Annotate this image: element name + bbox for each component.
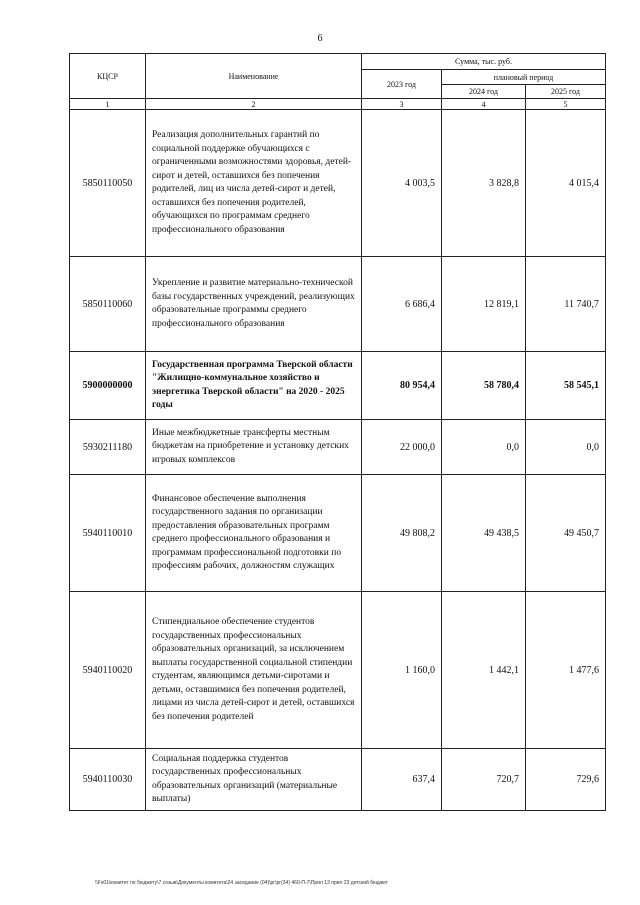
column-index: 5 <box>526 99 606 110</box>
table-row <box>70 592 606 749</box>
row-value-2023: 49 808,2 <box>362 475 442 592</box>
column-index-row <box>70 99 606 110</box>
table-row <box>70 110 606 257</box>
page-number: 6 <box>317 33 323 44</box>
row-value-2024: 12 819,1 <box>442 257 526 352</box>
row-value-2025: 0,0 <box>526 420 606 475</box>
row-value-2024: 49 438,5 <box>442 475 526 592</box>
row-name: Укрепление и развитие материально-технической базы государственных учреждений, реализующих образовательные программы среднего профессионального образования <box>146 257 362 352</box>
column-index: 3 <box>362 99 442 110</box>
budget-table <box>69 53 606 811</box>
table-row <box>70 420 606 475</box>
table-row <box>70 749 606 811</box>
row-code: 5850110050 <box>70 110 146 257</box>
row-name: Финансовое обеспечение выполнения государственного задания по организации предоставления образовательных программ среднего профессионального образования и программам профессиональной подготовки по профессиям рабочих, должностям служащих <box>146 475 362 592</box>
row-code: 5850110060 <box>70 257 146 352</box>
row-code: 5940110010 <box>70 475 146 592</box>
row-value-2023: 1 160,0 <box>362 592 442 749</box>
header-planned-period: плановый период <box>442 70 606 85</box>
header-year-2024: 2024 год <box>442 85 526 99</box>
table-row <box>70 475 606 592</box>
table-row <box>70 257 606 352</box>
table-row <box>70 352 606 420</box>
row-name: Реализация дополнительных гарантий по социальной поддержке обучающихся с ограниченными возможностями здоровья, детей-сирот и детей, оставшихся без попечения родителей, лиц из числа детей-сирот и детей, оставшихся без попечения родителей, обучающихся по программам среднего профессионального образования <box>146 110 362 257</box>
row-value-2025: 1 477,6 <box>526 592 606 749</box>
row-value-2024: 3 828,8 <box>442 110 526 257</box>
row-value-2024: 720,7 <box>442 749 526 811</box>
row-name: Государственная программа Тверской области "Жилищно-коммунальное хозяйство и энергетика Тверской области" на 2020 - 2025 годы <box>146 352 362 420</box>
column-index: 2 <box>146 99 362 110</box>
row-value-2025: 11 740,7 <box>526 257 606 352</box>
row-value-2025: 4 015,4 <box>526 110 606 257</box>
row-value-2024: 58 780,4 <box>442 352 526 420</box>
header-year-2025: 2025 год <box>526 85 606 99</box>
header-sum: Сумма, тыс. руб. <box>362 54 606 70</box>
row-name: Иные межбюджетные трансферты местным бюджетам на приобретение и установку детских игровых комплексов <box>146 420 362 475</box>
row-code: 5940110030 <box>70 749 146 811</box>
footer-file-path: \\Fs01\комитет по бюджету\7 созыв\Документы комитета\24 заседание (04)\рг\рг(34) 460-П-7\Прил 13 прил 23 детский бюджет <box>95 880 388 886</box>
row-value-2023: 637,4 <box>362 749 442 811</box>
row-value-2023: 80 954,4 <box>362 352 442 420</box>
header-name: Наименование <box>146 54 362 99</box>
row-value-2024: 1 442,1 <box>442 592 526 749</box>
column-index: 1 <box>70 99 146 110</box>
row-code: 5930211180 <box>70 420 146 475</box>
header-year-2023: 2023 год <box>362 70 442 99</box>
row-value-2023: 22 000,0 <box>362 420 442 475</box>
row-value-2025: 58 545,1 <box>526 352 606 420</box>
row-value-2023: 6 686,4 <box>362 257 442 352</box>
row-name: Стипендиальное обеспечение студентов государственных профессиональных образовательных организаций, за исключением выплаты государственной социальной стипендии студентам, являющимся детьми-сиротами и детьми, оставшимися без попечения родителей, лицами из числа детей-сирот и детей, оставшихся без попечения родителей <box>146 592 362 749</box>
row-code: 5900000000 <box>70 352 146 420</box>
row-name: Социальная поддержка студентов государственных профессиональных образовательных организаций (материальные выплаты) <box>146 749 362 811</box>
column-index: 4 <box>442 99 526 110</box>
row-value-2025: 49 450,7 <box>526 475 606 592</box>
header-code: КЦСР <box>70 54 146 99</box>
row-code: 5940110020 <box>70 592 146 749</box>
row-value-2024: 0,0 <box>442 420 526 475</box>
row-value-2025: 729,6 <box>526 749 606 811</box>
row-value-2023: 4 003,5 <box>362 110 442 257</box>
